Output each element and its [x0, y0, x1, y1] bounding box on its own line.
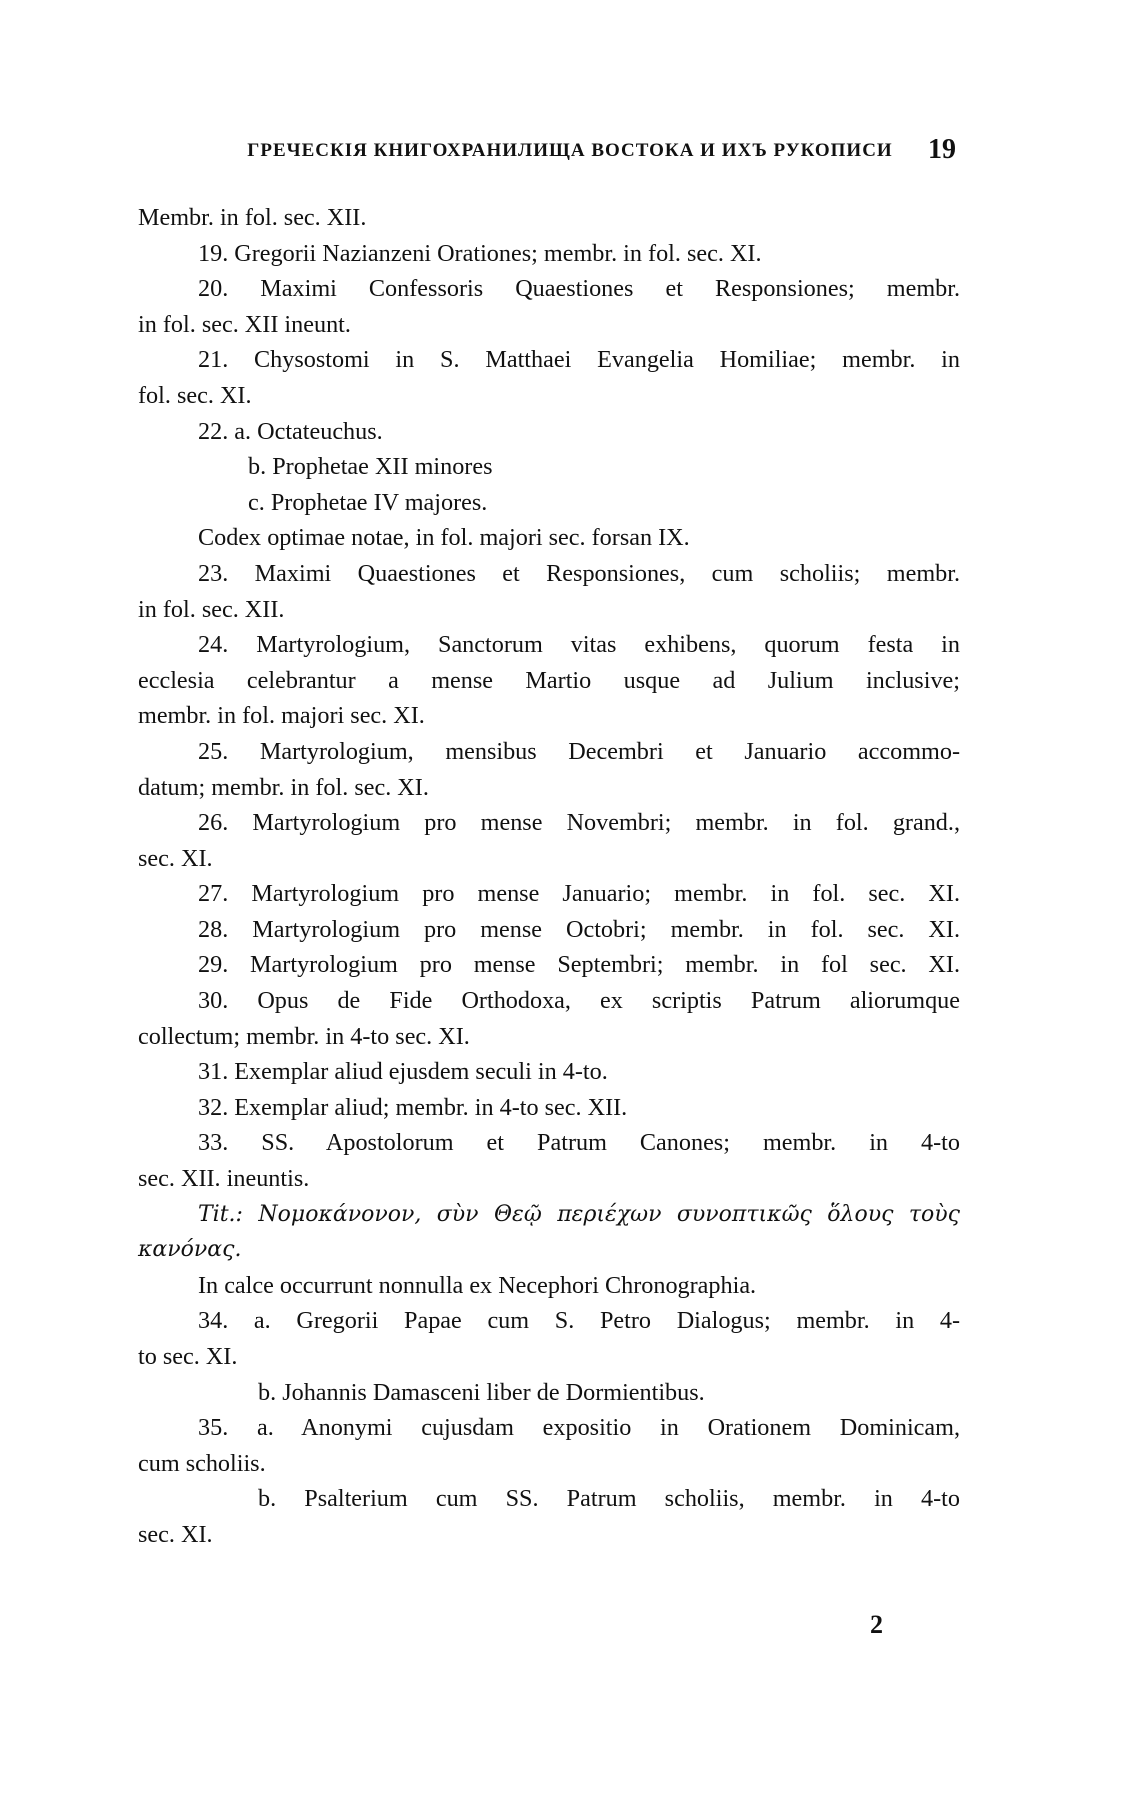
text-line: ecclesia celebrantur a mense Martio usque ad Julium inclusive;	[138, 666, 960, 694]
text-line: 22. a. Octateuchus.	[198, 417, 383, 445]
text-line: 26. Martyrologium pro mense Novembri; membr. in fol. grand.,	[198, 809, 960, 837]
manuscript-catalogue	[138, 200, 960, 1553]
text-line: sec. XI.	[138, 1520, 213, 1548]
text-line: sec. XI.	[138, 844, 213, 872]
text-line: fol. sec. XI.	[138, 381, 252, 409]
text-line: 20. Maximi Confessoris Quaestiones et Responsiones; membr.	[198, 275, 960, 303]
text-line: 25. Martyrologium, mensibus Decembri et Januario accommo-	[198, 737, 960, 765]
text-line: 31. Exemplar aliud ejusdem seculi in 4-to.	[198, 1058, 608, 1086]
text-line: 19. Gregorii Nazianzeni Orationes; membr. in fol. sec. XI.	[198, 239, 762, 267]
text-line: b. Johannis Damasceni liber de Dormientibus.	[258, 1378, 705, 1406]
running-title: ГРЕЧЕСКІЯ КНИГОХРАНИЛИЩА ВОСТОКА И ИХЪ РУКОПИСИ	[247, 140, 893, 161]
text-line: 28. Martyrologium pro mense Octobri; membr. in fol. sec. XI.	[198, 915, 960, 943]
text-line: b. Prophetae XII minores	[248, 453, 493, 481]
text-line: In calce occurrunt nonnulla ex Necephori Chronographia.	[198, 1271, 757, 1299]
text-line: 21. Chysostomi in S. Matthaei Evangelia Homiliae; membr. in	[198, 346, 960, 374]
text-line: datum; membr. in fol. sec. XI.	[138, 773, 429, 801]
greek-title-line: Tit.: Νομοκάνονον, σὺν Θεῷ περιέχων συνοπτικῶς ὅλους τοὺς	[198, 1201, 960, 1227]
text-line: 29. Martyrologium pro mense Septembri; membr. in fol sec. XI.	[198, 951, 960, 979]
text-line: 35. a. Anonymi cujusdam expositio in Orationem Dominicam,	[198, 1414, 960, 1442]
text-line: cum scholiis.	[138, 1449, 266, 1477]
text-line: Membr. in fol. sec. XII.	[138, 204, 367, 231]
text-line: in fol. sec. XII.	[138, 595, 285, 623]
text-line: in fol. sec. XII ineunt.	[138, 310, 351, 338]
text-line: to sec. XI.	[138, 1343, 238, 1370]
text-line: 24. Martyrologium, Sanctorum vitas exhibens, quorum festa in	[198, 631, 960, 659]
text-line: sec. XII. ineuntis.	[138, 1165, 310, 1193]
signature-mark: 2	[870, 1610, 883, 1639]
greek-title-line: κανόνας.	[138, 1237, 242, 1263]
text-line: Codex optimae notae, in fol. majori sec. forsan IX.	[198, 524, 690, 552]
text-line: 34. a. Gregorii Papae cum S. Petro Dialogus; membr. in 4-	[198, 1307, 960, 1335]
text-line: collectum; membr. in 4-to sec. XI.	[138, 1022, 470, 1050]
text-line: c. Prophetae IV majores.	[248, 488, 488, 516]
text-line: 33. SS. Apostolorum et Patrum Canones; membr. in 4-to	[198, 1129, 960, 1157]
text-line: 32. Exemplar aliud; membr. in 4-to sec. XII.	[198, 1093, 628, 1121]
text-line: b. Psalterium cum SS. Patrum scholiis, membr. in 4-to	[258, 1485, 960, 1513]
text-line: membr. in fol. majori sec. XI.	[138, 702, 425, 730]
text-line: 27. Martyrologium pro mense Januario; membr. in fol. sec. XI.	[198, 880, 960, 908]
text-line: 30. Opus de Fide Orthodoxa, ex scriptis Patrum aliorumque	[198, 987, 960, 1015]
text-line: 23. Maximi Quaestiones et Responsiones, cum scholiis; membr.	[198, 559, 960, 587]
page-number: 19	[928, 134, 956, 165]
